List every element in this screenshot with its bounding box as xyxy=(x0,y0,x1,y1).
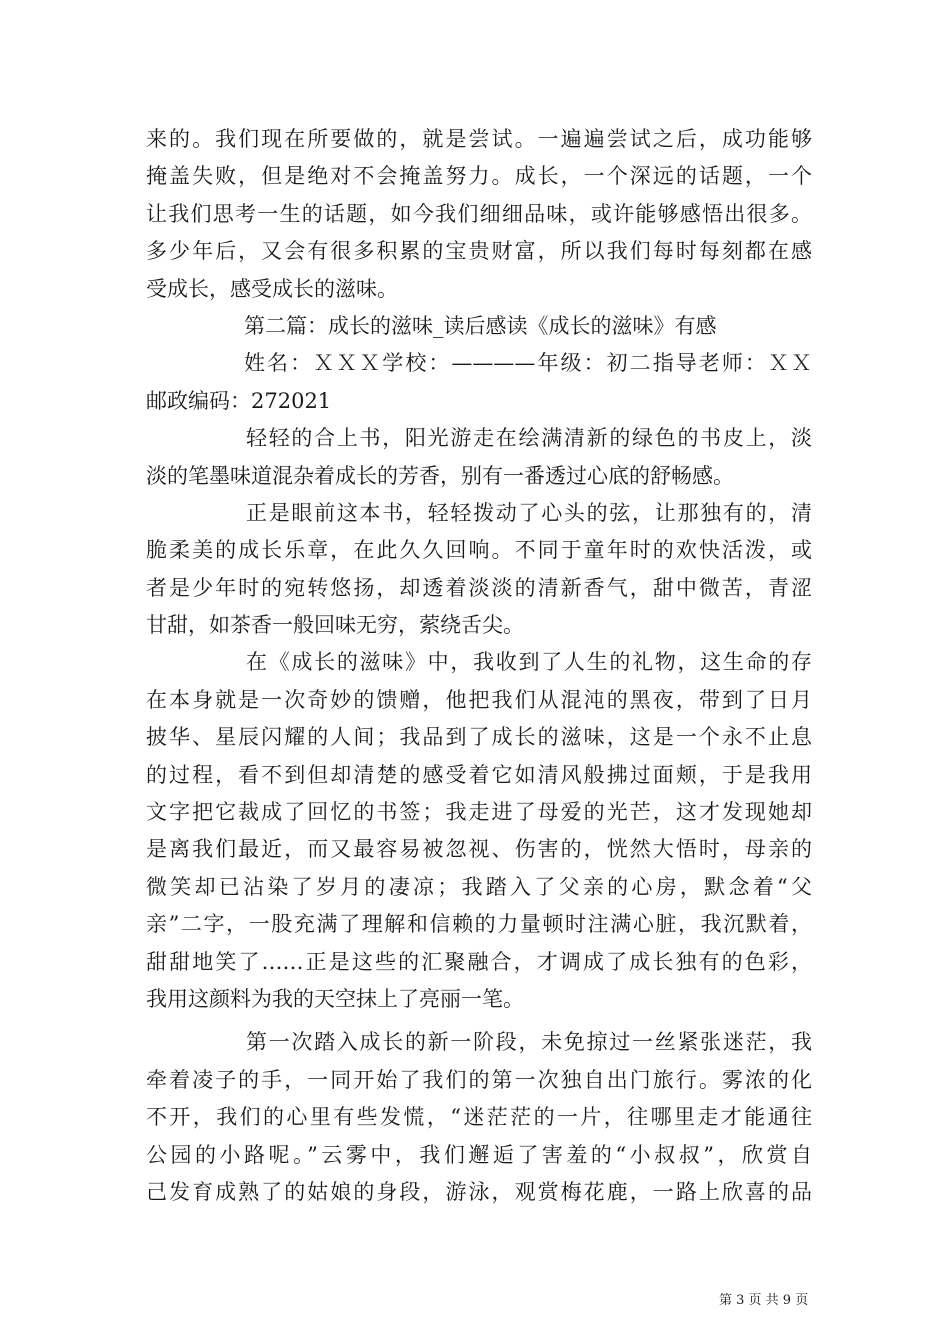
text-line: 微笑却已沾染了岁月的凄凉；我踏入了父亲的心房，默念着“父 xyxy=(146,874,812,899)
text-line: 来的。我们现在所要做的，就是尝试。一遍遍尝试之后，成功能够 xyxy=(146,127,812,151)
text-line: 披华、星辰闪耀的人间；我品到了成长的滋味，这是一个永不止息 xyxy=(146,725,812,750)
text-line: 轻轻的合上书，阳光游走在绘满清新的绿色的书皮上，淡 xyxy=(246,426,812,451)
text-line: 牵着凌子的手，一同开始了我们的第一次独自出门旅行。雾浓的化 xyxy=(146,1067,812,1092)
text-line: 甘甜，如茶香一般回味无穷，萦绕舌尖。 xyxy=(146,613,524,638)
text-line: 脆柔美的成长乐章，在此久久回响。不同于童年时的欢快活泼，或 xyxy=(146,538,812,563)
text-line: 受成长，感受成长的滋味。 xyxy=(146,276,398,301)
document-body xyxy=(146,121,812,1211)
text-line: 淡的笔墨味道混杂着成长的芳香，别有一番透过心底的舒畅感。 xyxy=(146,463,734,488)
text-line: 亲”二字，一股充满了理解和信赖的力量顿时注满心脏，我沉默着， xyxy=(146,912,812,937)
text-line: 不开，我们的心里有些发慌，“迷茫茫的一片，往哪里走才能通往 xyxy=(146,1105,812,1130)
text-line: 者是少年时的宛转悠扬，却透着淡淡的清新香气，甜中微苦，青涩 xyxy=(146,575,812,600)
text-line: 文字把它裁成了回忆的书签；我走进了母爱的光芒，这才发现她却 xyxy=(146,800,812,825)
section-title: 第二篇：成长的滋味_读后感读《成长的滋味》有感 xyxy=(244,313,717,338)
text-line: 在《成长的滋味》中，我收到了人生的礼物，这生命的存 xyxy=(246,650,812,675)
text-line: 在本身就是一次奇妙的馈赠，他把我们从混沌的黑夜，带到了日月 xyxy=(146,687,812,712)
text-line: 己发育成熟了的姑娘的身段，游泳，观赏梅花鹿，一路上欣喜的品 xyxy=(146,1179,812,1204)
text-line: 公园的小路呢。”云雾中，我们邂逅了害羞的“小叔叔”，欣赏自 xyxy=(146,1142,812,1167)
text-line: 多少年后，又会有很多积累的宝贵财富，所以我们每时每刻都在感 xyxy=(146,239,812,264)
text-line: 掩盖失败，但是绝对不会掩盖努力。成长，一个深远的话题，一个 xyxy=(146,164,812,189)
text-line: 的过程，看不到但却清楚的感受着它如清风般拂过面颊，于是我用 xyxy=(146,762,812,787)
text-line: 我用这颜料为我的天空抹上了亮丽一笔。 xyxy=(146,986,524,1011)
text-line: 让我们思考一生的话题，如今我们细细品味，或许能够感悟出很多。 xyxy=(146,201,812,226)
text-line: 是离我们最近，而又最容易被忽视、伤害的，恍然大悟时，母亲的 xyxy=(146,837,812,862)
author-info-line: 姓名：ＸＸＸ学校：————年级：初二指导老师：ＸＸ xyxy=(244,351,812,376)
text-line: 正是眼前这本书，轻轻拨动了心头的弦，让那独有的，清 xyxy=(246,500,812,525)
postal-code-line: 邮政编码：272021 xyxy=(146,388,332,413)
text-line: 甜甜地笑了……正是这些的汇聚融合，才调成了成长独有的色彩， xyxy=(146,949,812,974)
page-number: 第 3 页 共 9 页 xyxy=(719,1293,809,1308)
text-line: 第一次踏入成长的新一阶段，未免掠过一丝紧张迷茫，我 xyxy=(246,1030,812,1055)
